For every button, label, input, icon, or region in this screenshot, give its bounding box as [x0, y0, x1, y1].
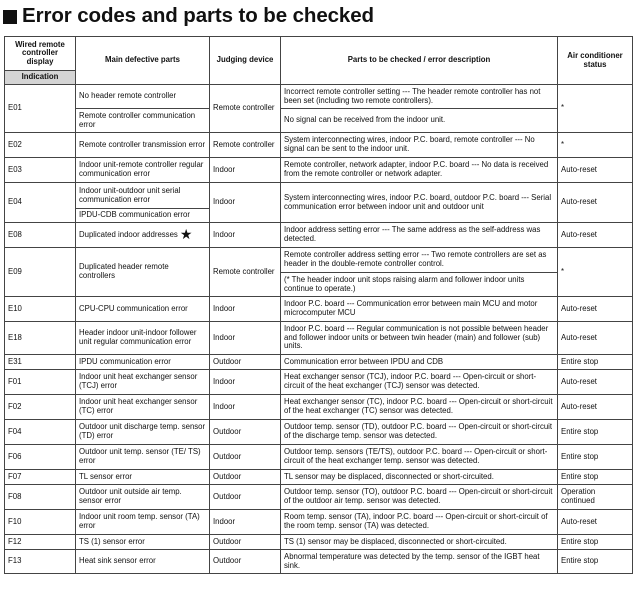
error-description: Abnormal temperature was detected by the temp. sensor of the IGBT heat sink.	[281, 550, 558, 574]
ac-status: Entire stop	[558, 550, 633, 574]
ac-status: *	[558, 133, 633, 158]
error-description: (* The header indoor unit stops raising alarm and follower indoor units continue to operate.)	[281, 273, 558, 297]
error-code: F12	[5, 535, 76, 550]
ac-status: Auto-reset	[558, 322, 633, 355]
error-code: F10	[5, 510, 76, 535]
error-code: F08	[5, 485, 76, 510]
error-code: F01	[5, 370, 76, 395]
judging-device: Indoor	[210, 370, 281, 395]
error-code: E02	[5, 133, 76, 158]
ac-status: Auto-reset	[558, 297, 633, 322]
table-row	[5, 420, 633, 445]
judging-device: Indoor	[210, 223, 281, 248]
error-code: E18	[5, 322, 76, 355]
page-title-text: Error codes and parts to be checked	[22, 4, 374, 27]
table-row	[5, 297, 633, 322]
defective-part: Heat sink sensor error	[76, 550, 210, 574]
defective-part: Remote controller communication error	[76, 109, 210, 133]
defective-part: IPDU communication error	[76, 355, 210, 370]
defective-part	[76, 223, 210, 248]
table-row	[5, 445, 633, 470]
header-judging-device: Judging device	[210, 37, 281, 85]
error-description: Communication error between IPDU and CDB	[281, 355, 558, 370]
table-row	[5, 85, 633, 109]
judging-device: Outdoor	[210, 485, 281, 510]
title-square-icon	[3, 10, 17, 24]
error-description: Remote controller address setting error --- Two remote controllers are set as header in the double-remote controller control.	[281, 248, 558, 273]
error-description: TS (1) sensor may be displaced, disconnected or short-circuited.	[281, 535, 558, 550]
ac-status: Entire stop	[558, 355, 633, 370]
judging-device: Outdoor	[210, 535, 281, 550]
header-ac-status: Air conditioner status	[558, 37, 633, 85]
error-code: E01	[5, 85, 76, 133]
table-row	[5, 485, 633, 510]
header-parts-to-check: Parts to be checked / error description	[281, 37, 558, 85]
ac-status: Auto-reset	[558, 223, 633, 248]
defective-part: Duplicated header remote controllers	[76, 248, 210, 297]
defective-part: Indoor unit-remote controller regular communication error	[76, 158, 210, 183]
judging-device: Remote controller	[210, 248, 281, 297]
defective-part: Outdoor unit discharge temp. sensor (TD) error	[76, 420, 210, 445]
table-row	[5, 322, 633, 355]
table-row	[5, 109, 633, 133]
error-code: F02	[5, 395, 76, 420]
error-code: F04	[5, 420, 76, 445]
error-code: E10	[5, 297, 76, 322]
error-description: Heat exchanger sensor (TCJ), indoor P.C. board --- Open-circuit or short-circuit of the heat exchanger (TCJ) sensor was detected.	[281, 370, 558, 395]
table-row	[5, 223, 633, 248]
star-icon: ★	[179, 226, 193, 243]
error-code: E08	[5, 223, 76, 248]
error-description: System interconnecting wires, indoor P.C. board, remote controller --- No signal can be sent to the indoor unit.	[281, 133, 558, 158]
judging-device: Remote controller	[210, 85, 281, 133]
error-description: Heat exchanger sensor (TC), indoor P.C. board --- Open-circuit or short-circuit of the heat exchanger (TC) sensor was detected.	[281, 395, 558, 420]
error-description: System interconnecting wires, indoor P.C. board, outdoor P.C. board --- Serial communication error between indoor unit and outdoor unit	[281, 183, 558, 223]
table-row	[5, 535, 633, 550]
defective-part: Indoor unit heat exchanger sensor (TC) error	[76, 395, 210, 420]
ac-status: Auto-reset	[558, 158, 633, 183]
ac-status: *	[558, 85, 633, 133]
error-code: E04	[5, 183, 76, 223]
error-description: Outdoor temp. sensors (TE/TS), outdoor P.C. board --- Open-circuit or short-circuit of the heat exchanger temp. sensor was detected.	[281, 445, 558, 470]
ac-status: Auto-reset	[558, 183, 633, 223]
judging-device: Outdoor	[210, 420, 281, 445]
error-code: F13	[5, 550, 76, 574]
judging-device: Outdoor	[210, 470, 281, 485]
defective-part: Remote controller transmission error	[76, 133, 210, 158]
table-row	[5, 550, 633, 574]
judging-device: Indoor	[210, 395, 281, 420]
judging-device: Indoor	[210, 183, 281, 223]
defective-part: Outdoor unit outside air temp. sensor error	[76, 485, 210, 510]
error-description: Indoor P.C. board --- Communication error between main MCU and motor microcomputer MCU	[281, 297, 558, 322]
defective-part: Outdoor unit temp. sensor (TE/ TS) error	[76, 445, 210, 470]
table-row	[5, 510, 633, 535]
defective-part: Indoor unit-outdoor unit serial communication error	[76, 183, 210, 209]
defective-part: TL sensor error	[76, 470, 210, 485]
table-row	[5, 370, 633, 395]
error-description: Room temp. sensor (TA), indoor P.C. board --- Open-circuit or short-circuit of the room temp. sensor (TA) was detected.	[281, 510, 558, 535]
ac-status: Auto-reset	[558, 395, 633, 420]
defective-part-text: Duplicated indoor addresses	[79, 230, 178, 240]
header-main-defective-parts: Main defective parts	[76, 37, 210, 85]
defective-part: Indoor unit room temp. sensor (TA) error	[76, 510, 210, 535]
defective-part: Header indoor unit-indoor follower unit regular communication error	[76, 322, 210, 355]
error-code: E09	[5, 248, 76, 297]
judging-device: Indoor	[210, 510, 281, 535]
error-code: E03	[5, 158, 76, 183]
header-display: Wired remote controller display	[5, 37, 76, 71]
error-description: Incorrect remote controller setting --- The header remote controller has not been set (including two remote controllers).	[281, 85, 558, 109]
error-description: Outdoor temp. sensor (TD), outdoor P.C. board --- Open-circuit or short-circuit of the discharge temp. sensor was detected.	[281, 420, 558, 445]
defective-part: Indoor unit heat exchanger sensor (TCJ) error	[76, 370, 210, 395]
error-description: TL sensor may be displaced, disconnected or short-circuited.	[281, 470, 558, 485]
ac-status: Entire stop	[558, 470, 633, 485]
error-code: F06	[5, 445, 76, 470]
error-description: Indoor address setting error --- The same address as the self-address was detected.	[281, 223, 558, 248]
table-row	[5, 158, 633, 183]
table-row	[5, 133, 633, 158]
judging-device: Indoor	[210, 297, 281, 322]
ac-status: Entire stop	[558, 535, 633, 550]
error-description: Indoor P.C. board --- Regular communication is not possible between header and follower indoor units or between twin header (main) and follower (sub) units.	[281, 322, 558, 355]
defective-part: IPDU-CDB communication error	[76, 209, 210, 223]
table-row	[5, 395, 633, 420]
error-description: Remote controller, network adapter, indoor P.C. board --- No data is received from the remote controller or network adapter.	[281, 158, 558, 183]
ac-status: Entire stop	[558, 445, 633, 470]
judging-device: Indoor	[210, 322, 281, 355]
ac-status: Entire stop	[558, 420, 633, 445]
error-code: E31	[5, 355, 76, 370]
ac-status: Operation continued	[558, 485, 633, 510]
table-row	[5, 355, 633, 370]
error-code: F07	[5, 470, 76, 485]
defective-part: CPU-CPU communication error	[76, 297, 210, 322]
judging-device: Remote controller	[210, 133, 281, 158]
header-indication: Indication	[5, 71, 76, 85]
judging-device: Outdoor	[210, 445, 281, 470]
judging-device: Indoor	[210, 158, 281, 183]
judging-device: Outdoor	[210, 550, 281, 574]
error-code-table	[4, 36, 633, 574]
error-description: Outdoor temp. sensor (TO), outdoor P.C. board --- Open-circuit or short-circuit of the outdoor air temp. sensor was detected.	[281, 485, 558, 510]
defective-part: No header remote controller	[76, 85, 210, 109]
page-title	[3, 3, 374, 29]
table-row	[5, 470, 633, 485]
ac-status: Auto-reset	[558, 510, 633, 535]
error-description: No signal can be received from the indoor unit.	[281, 109, 558, 133]
judging-device: Outdoor	[210, 355, 281, 370]
defective-part: TS (1) sensor error	[76, 535, 210, 550]
table-row	[5, 248, 633, 273]
ac-status: Auto-reset	[558, 370, 633, 395]
ac-status: *	[558, 248, 633, 297]
table-row	[5, 183, 633, 209]
